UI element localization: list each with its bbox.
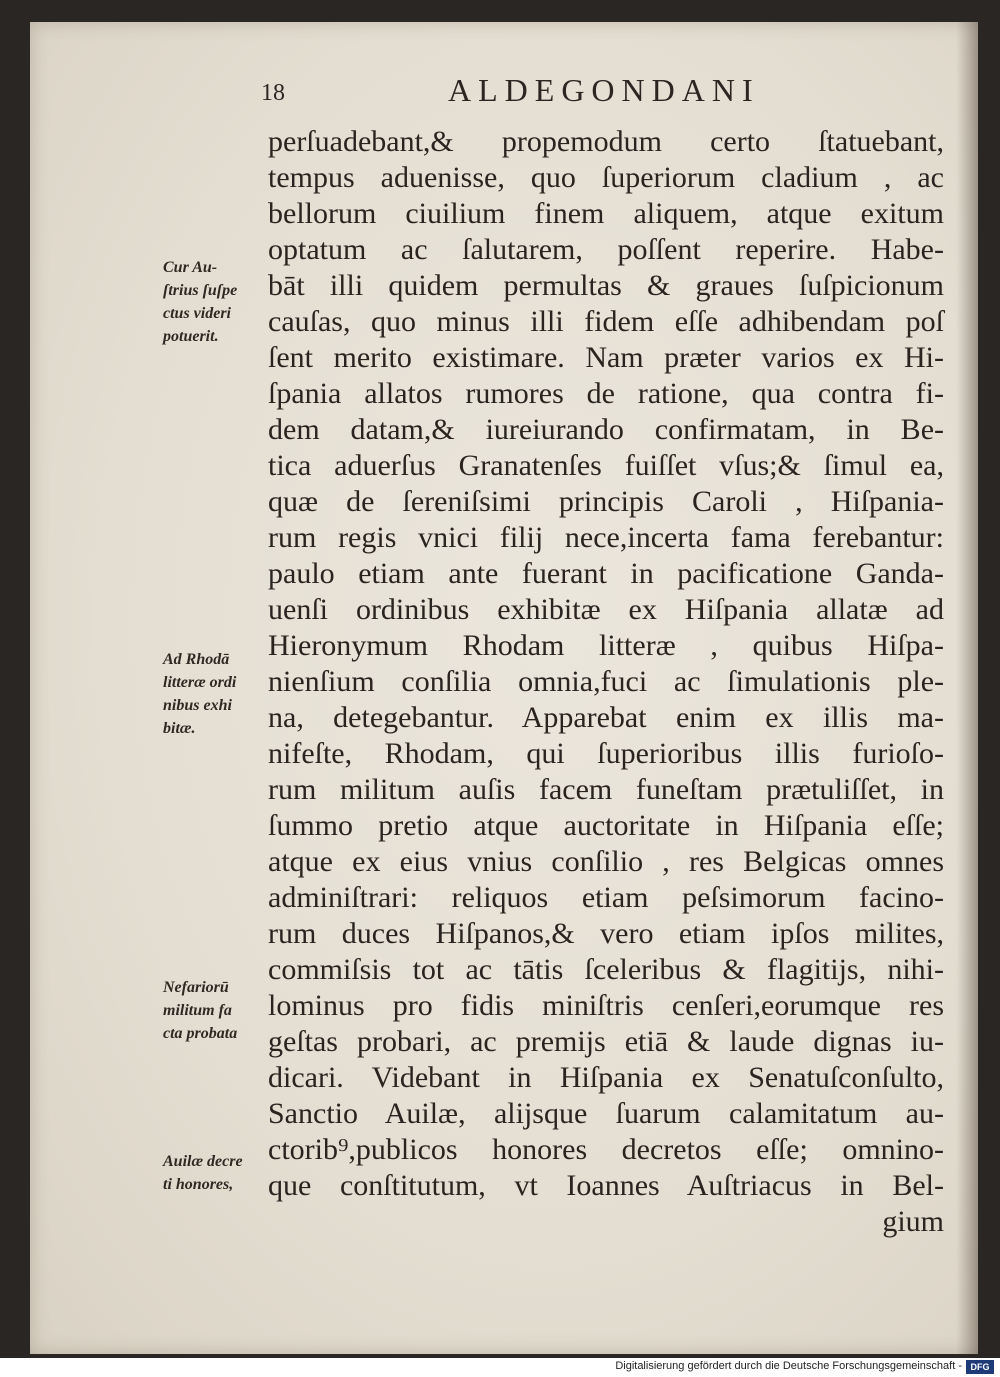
margin-note-line: ſtrius ſuſpe: [163, 282, 238, 299]
margin-note-austrius: [163, 256, 267, 348]
text-line: paulo etiam ante fuerant in pacificatione Ganda-: [268, 557, 944, 590]
text-line: bellorum ciuilium finem aliquem, atque exitum: [268, 197, 944, 230]
margin-note-line: Nefariorū: [163, 979, 229, 996]
text-line: optatum ac ſalutarem, poſſent reperire. Habe-: [268, 233, 944, 266]
running-head: ALDEGONDANI: [448, 72, 760, 108]
footer-bar: [0, 1358, 1000, 1377]
text-line: quæ de ſereniſsimi principis Caroli , Hiſpania-: [268, 485, 944, 518]
margin-note-line: ti honores,: [163, 1176, 234, 1193]
margin-note-line: Cur Au-: [163, 259, 218, 276]
footer-credit: Digitalisierung gefördert durch die Deutsche Forschungsgemeinschaft -: [615, 1360, 962, 1372]
text-line: rum duces Hiſpanos,& vero etiam ipſos milites,: [268, 917, 944, 950]
dfg-logo: DFG: [966, 1360, 994, 1374]
text-line: nienſium conſilia omnia,fuci ac ſimulationis ple-: [268, 665, 944, 698]
margin-note-line: cta probata: [163, 1025, 238, 1042]
text-line: na, detegebantur. Apparebat enim ex illis ma-: [268, 701, 944, 734]
text-line: Sanctio Auilæ, alijsque ſuarum calamitatum au-: [268, 1097, 944, 1130]
text-line: Hieronymum Rhodam litteræ , quibus Hiſpa-: [268, 629, 944, 662]
margin-note-auilae: [163, 1150, 267, 1196]
text-line: atque ex eius vnius conſilio , res Belgicas omnes: [268, 845, 944, 878]
margin-note-line: ctus videri: [163, 305, 231, 322]
text-line: adminiſtrari: reliquos etiam peſsimorum facino-: [268, 881, 944, 914]
text-line: uenſi ordinibus exhibitæ ex Hiſpania allatæ ad: [268, 593, 944, 626]
text-line: ſpania allatos rumores de ratione, qua contra fi-: [268, 377, 944, 410]
text-line: dicari. Videbant in Hiſpania ex Senatuſconſulto,: [268, 1061, 944, 1094]
text-line: tica aduerſus Granatenſes fuiſſet vſus;& ſimul ea,: [268, 449, 944, 482]
text-line: dem datam,& iureiurando confirmatam, in Be-: [268, 413, 944, 446]
margin-note-line: Auilæ decre: [163, 1153, 243, 1170]
margin-note-line: militum fa: [163, 1002, 232, 1019]
text-line: bāt illi quidem permultas & graues ſuſpicionum: [268, 269, 944, 302]
margin-note-line: nibus exhi: [163, 697, 232, 714]
text-line-last: gium: [882, 1205, 944, 1238]
text-line: rum militum auſis facem funeſtam prætuliſſet, in: [268, 773, 944, 806]
margin-note-nefariorum: [163, 976, 267, 1045]
text-line: cauſas, quo minus illi fidem eſſe adhibendam poſ: [268, 305, 944, 338]
text-line: nifeſte, Rhodam, qui ſuperioribus illis furioſo-: [268, 737, 944, 770]
text-line: tempus aduenisse, quo ſuperiorum cladium , ac: [268, 161, 944, 194]
text-line: ctorib⁹,publicos honores decretos eſſe; omnino-: [268, 1133, 944, 1166]
text-line: ſummo pretio atque auctoritate in Hiſpania eſſe;: [268, 809, 944, 842]
text-line: que conſtitutum, vt Ioannes Auſtriacus in Bel-: [268, 1169, 944, 1202]
margin-note-line: potuerit.: [163, 328, 219, 345]
margin-note-line: bitæ.: [163, 720, 196, 737]
margin-note-line: litteræ ordi: [163, 674, 237, 691]
text-line: ſent merito existimare. Nam præter varios ex Hi-: [268, 341, 944, 374]
text-line: commiſsis tot ac tātis ſceleribus & flagitijs, nihi-: [268, 953, 944, 986]
margin-note-rhodam: [163, 648, 267, 740]
text-line: rum regis vnici filij nece,incerta fama ferebantur:: [268, 521, 944, 554]
text-line: lominus pro fidis miniſtris cenſeri,eorumque res: [268, 989, 944, 1022]
margin-note-line: Ad Rhodā: [163, 651, 230, 668]
page-number: 18: [261, 80, 285, 106]
text-line: perſuadebant,& propemodum certo ſtatuebant,: [268, 125, 944, 158]
text-line: geſtas probari, ac premijs etiā & laude dignas iu-: [268, 1025, 944, 1058]
